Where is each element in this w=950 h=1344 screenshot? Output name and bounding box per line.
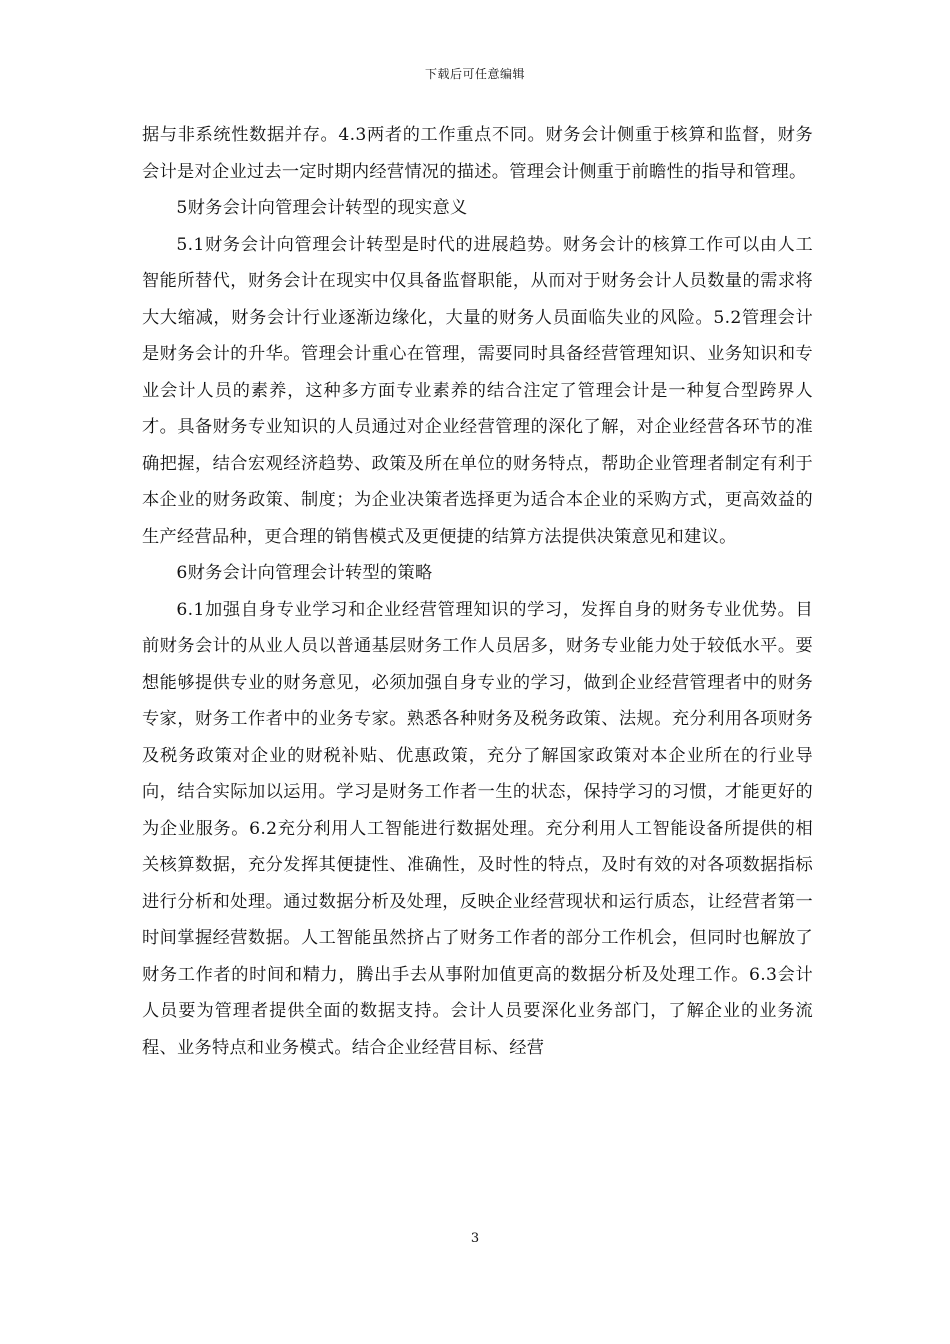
page-header: 下载后可任意编辑: [424, 67, 525, 81]
page-number: 3: [470, 1231, 480, 1246]
document-body: [142, 117, 813, 1066]
paragraph-section-6: 6.1加强自身专业学习和企业经营管理知识的学习，发挥自身的财务专业优势。目前财务会计的从业人员以普通基层财务工作人员居多，财务专业能力处于较低水平。要想能够提供专业的财务意见，必须加强自身专业的学习，做到企业经营管理者中的财务专家，财务工作者中的业务专家。熟悉各种财务及税务政策、法规。充分利用各项财务及税务政策对企业的财税补贴、优惠政策，充分了解国家政策对本企业所在的行业导向，结合实际加以运用。学习是财务工作者一生的状态，保持学习的习惯，才能更好的为企业服务。6.2充分利用人工智能进行数据处理。充分利用人工智能设备所提供的相关核算数据，充分发挥其便捷性、准确性，及时性的特点，及时有效的对各项数据指标进行分析和处理。通过数据分析及处理，反映企业经营现状和运行质态，让经营者第一时间掌握经营数据。人工智能虽然挤占了财务工作者的部分工作机会，但同时也解放了财务工作者的时间和精力，腾出手去从事附加值更高的数据分析及处理工作。6.3会计人员要为管理者提供全面的数据支持。会计人员要深化业务部门，了解企业的业务流程、业务特点和业务模式。结合企业经营目标、经营: [142, 599, 813, 1058]
section-heading-6: 6财务会计向管理会计转型的策略: [176, 563, 433, 583]
paragraph-section-5: 5.1财务会计向管理会计转型是时代的进展趋势。财务会计的核算工作可以由人工智能所替代，财务会计在现实中仅具备监督职能，从而对于财务会计人员数量的需求将大大缩减，财务会计行业逐渐边缘化，大量的财务人员面临失业的风险。5.2管理会计是财务会计的升华。管理会计重心在管理，需要同时具备经营管理知识、业务知识和专业会计人员的素养，这种多方面专业素养的结合注定了管理会计是一种复合型跨界人才。具备财务专业知识的人员通过对企业经营管理的深化了解，对企业经营各环节的准确把握，结合宏观经济趋势、政策及所在单位的财务特点，帮助企业管理者制定有利于本企业的财务政策、制度；为企业决策者选择更为适合本企业的采购方式，更高效益的生产经营品种，更合理的销售模式及更便捷的结算方法提供决策意见和建议。: [142, 234, 813, 547]
section-heading-5: 5财务会计向管理会计转型的现实意义: [176, 198, 468, 218]
paragraph-1: 据与非系统性数据并存。4.3两者的工作重点不同。财务会计侧重于核算和监督，财务会计是对企业过去一定时期内经营情况的描述。管理会计侧重于前瞻性的指导和管理。: [142, 125, 813, 182]
